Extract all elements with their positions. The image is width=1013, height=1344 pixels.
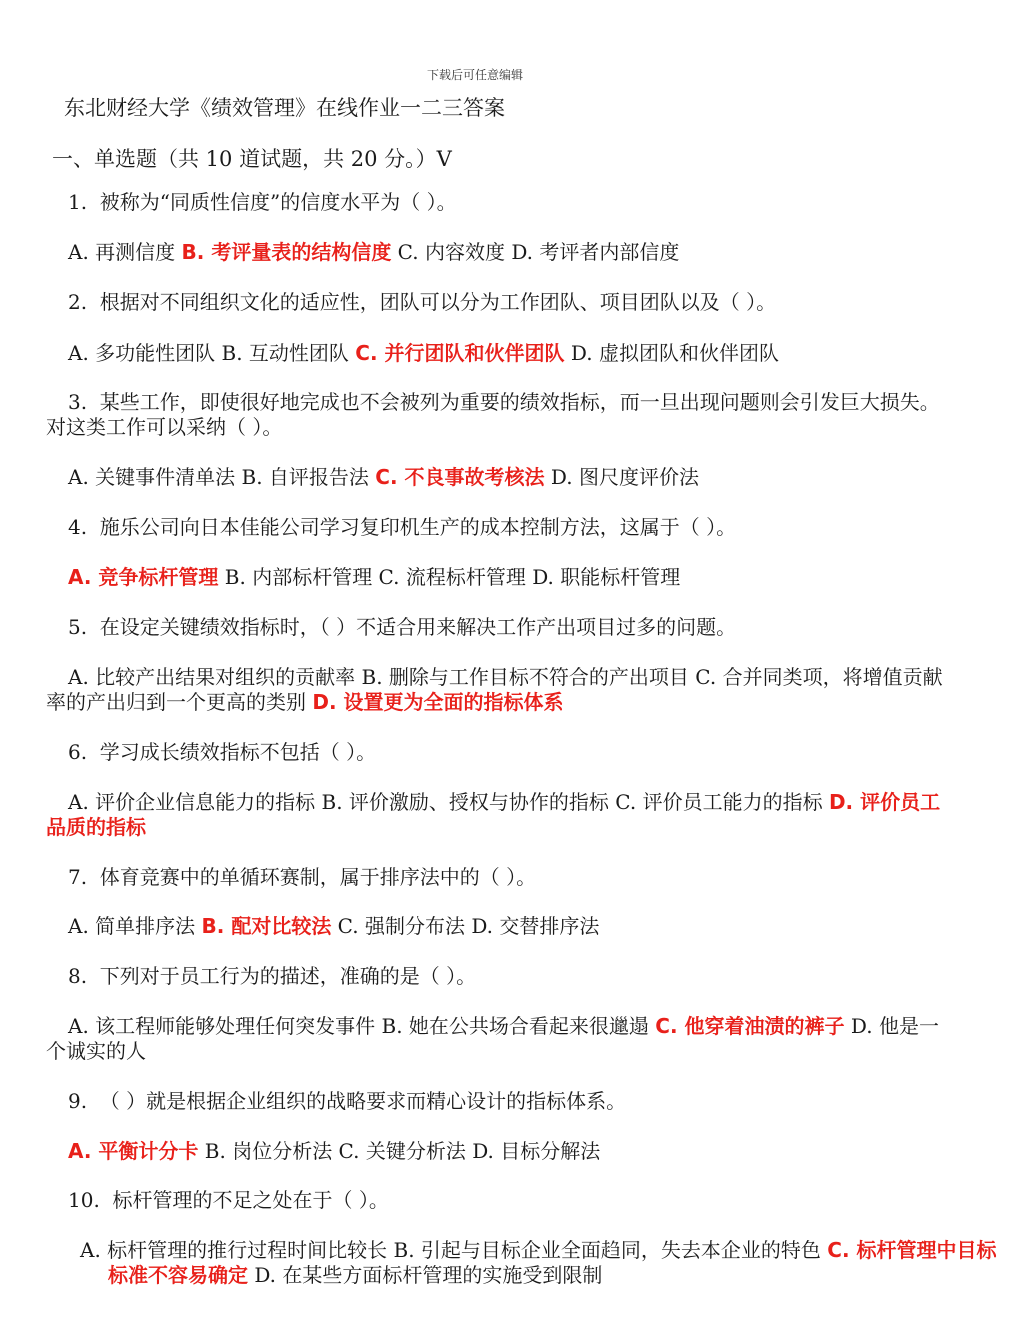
section-heading: 一、单选题（共 10 道试题，共 20 分。）V [52, 147, 452, 171]
options-1 [68, 240, 948, 265]
options-9 [68, 1139, 948, 1164]
option-text: A. 多功能性团队 B. 互动性团队 [68, 341, 356, 365]
option-text: A. 关键事件清单法 B. 自评报告法 [68, 465, 376, 489]
question-4: 4. 施乐公司向日本佳能公司学习复印机生产的成本控制方法，这属于（ ）。 [68, 515, 737, 539]
option-text: A. 该工程师能够处理任何突发事件 B. 她在公共场合看起来很邋遢 [68, 1014, 656, 1038]
question-5: 5. 在设定关键绩效指标时，（ ）不适合用来解决工作产出项目过多的问题。 [68, 615, 737, 639]
correct-answer: C. 标杆管理中目标标准不容易确定 [108, 1238, 997, 1287]
question-1: 1. 被称为“同质性信度”的信度水平为（ ）。 [68, 190, 457, 214]
question-7: 7. 体育竞赛中的单循环赛制，属于排序法中的（ ）。 [68, 865, 537, 889]
options-10 [80, 1238, 1013, 1288]
question-8: 8. 下列对于员工行为的描述，准确的是（ ）。 [68, 964, 477, 988]
option-text: D. 虚拟团队和伙伴团队 [564, 341, 779, 365]
question-2: 2. 根据对不同组织文化的适应性，团队可以分为工作团队、项目团队以及（ ）。 [68, 290, 777, 314]
question-9: 9. （ ）就是根据企业组织的战略要求而精心设计的指标体系。 [68, 1089, 627, 1113]
option-text: C. 强制分布法 D. 交替排序法 [331, 914, 600, 938]
options-6 [46, 790, 956, 840]
correct-answer: D. 设置更为全面的指标体系 [312, 690, 564, 714]
option-text: A. 评价企业信息能力的指标 B. 评价激励、授权与协作的指标 C. 评价员工能力的指标 [68, 790, 829, 814]
correct-answer: C. 不良事故考核法 [375, 465, 545, 489]
correct-answer: C. 并行团队和伙伴团队 [355, 341, 565, 365]
options-4 [68, 565, 948, 590]
correct-answer: D. 评价员工品质的指标 [46, 790, 941, 839]
document-title: 东北财经大学《绩效管理》在线作业一二三答案 [64, 96, 505, 120]
options-3 [68, 465, 948, 490]
option-text: A. 再测信度 [68, 240, 182, 264]
option-text: A. 标杆管理的推行过程时间比较长 B. 引起与目标企业全面趋同，失去本企业的特色 [80, 1238, 828, 1262]
correct-answer: B. 配对比较法 [201, 914, 332, 938]
option-text: D. 图尺度评价法 [544, 465, 699, 489]
page-header: 下载后可任意编辑 [426, 68, 523, 82]
option-text: C. 内容效度 D. 考评者内部信度 [391, 240, 680, 264]
options-7 [68, 914, 948, 939]
option-text: D. 他是一个诚实的人 [46, 1014, 939, 1063]
option-text: A. 简单排序法 [68, 914, 202, 938]
correct-answer: B. 考评量表的结构信度 [181, 240, 392, 264]
option-text: B. 岗位分析法 C. 关键分析法 D. 目标分解法 [198, 1139, 601, 1163]
options-5 [46, 665, 961, 715]
option-text: D. 在某些方面标杆管理的实施受到限制 [248, 1263, 603, 1287]
options-2 [68, 341, 948, 366]
question-10: 10. 标杆管理的不足之处在于（ ）。 [68, 1188, 389, 1212]
question-3: 3. 某些工作，即使很好地完成也不会被列为重要的绩效指标，而一旦出现问题则会引发巨大损失。对这类工作可以采纳（ ）。 [46, 390, 940, 439]
question-6: 6. 学习成长绩效指标不包括（ ）。 [68, 740, 377, 764]
correct-answer: A. 平衡计分卡 [68, 1139, 199, 1163]
correct-answer: C. 他穿着油渍的裤子 [655, 1014, 845, 1038]
option-text: A. 比较产出结果对组织的贡献率 B. 删除与工作目标不符合的产出项目 C. 合并同类项，将增值贡献率的产出归到一个更高的类别 [46, 665, 943, 714]
option-text: B. 内部标杆管理 C. 流程标杆管理 D. 职能标杆管理 [218, 565, 681, 589]
options-8 [46, 1014, 956, 1064]
correct-answer: A. 竞争标杆管理 [68, 565, 219, 589]
